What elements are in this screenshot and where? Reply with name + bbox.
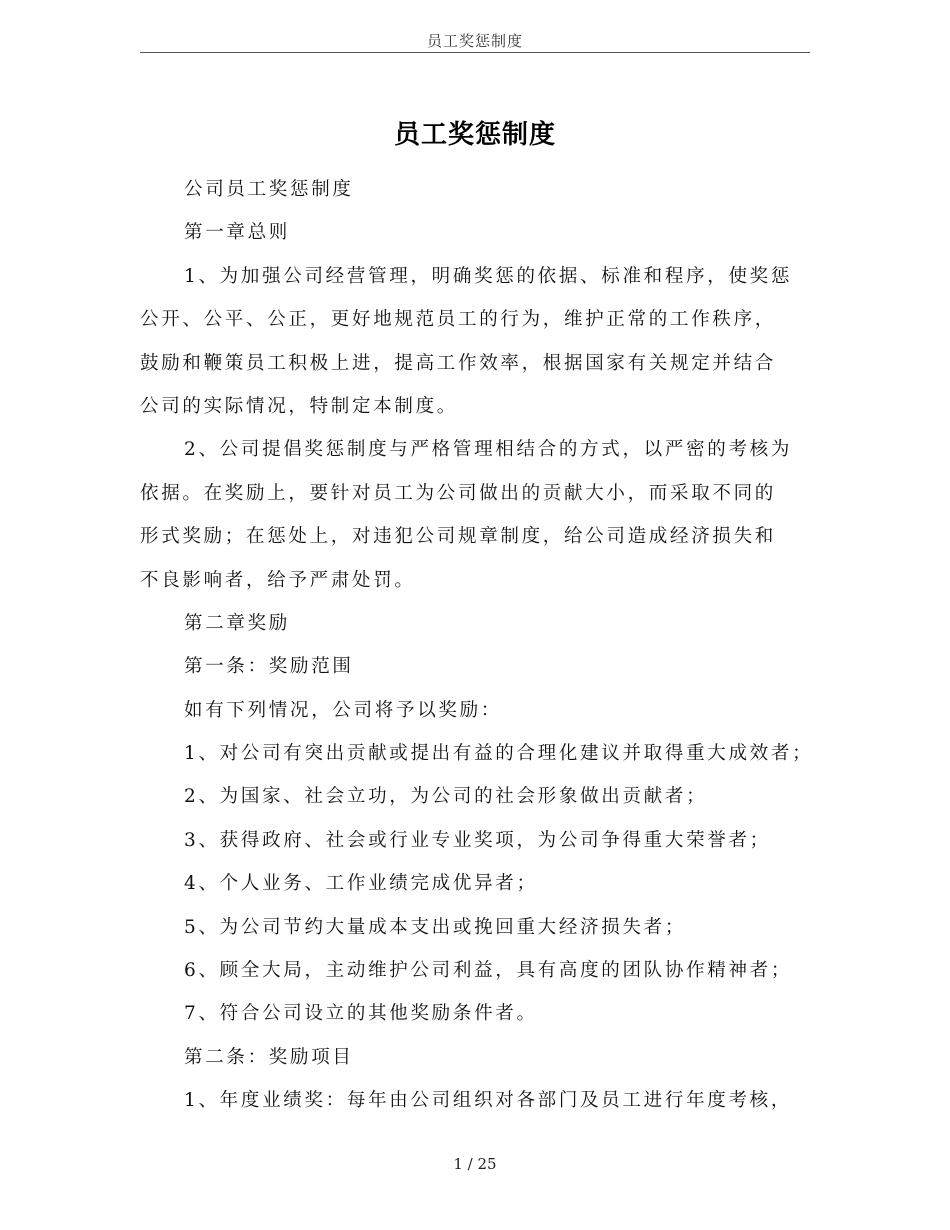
list-item: 6、顾全大局，主动维护公司利益，具有高度的团队协作精神者； (184, 960, 793, 982)
paragraph-line: 1、为加强公司经营管理，明确奖惩的依据、标准和程序，使奖惩 (184, 265, 793, 287)
list-item: 7、符合公司设立的其他奖励条件者。 (184, 1003, 538, 1025)
document-body (140, 168, 820, 1123)
chapter-heading: 第二章奖励 (184, 612, 291, 634)
page-number: 1 / 25 (453, 1155, 497, 1173)
paragraph-line: 公司的实际情况，特制定本制度。 (140, 395, 459, 417)
paragraph-line: 形式奖励；在惩处上，对违犯公司规章制度，给公司造成经济损失和 (140, 526, 777, 548)
article-heading: 第二条：奖励项目 (184, 1046, 354, 1068)
list-item: 5、为公司节约大量成本支出或挽回重大经济损失者； (184, 916, 687, 938)
list-item: 1、对公司有突出贡献或提出有益的合理化建议并取得重大成效者； (184, 743, 814, 765)
article-heading: 第一条：奖励范围 (184, 656, 354, 678)
list-item: 1、年度业绩奖：每年由公司组织对各部门及员工进行年度考核， (184, 1090, 793, 1112)
paragraph-line: 依据。在奖励上，要针对员工为公司做出的贡献大小，而采取不同的 (140, 482, 777, 504)
document-title: 员工奖惩制度 (393, 120, 556, 150)
chapter-heading: 第一章总则 (184, 222, 291, 244)
paragraph-line: 如有下列情况，公司将予以奖励： (184, 699, 503, 721)
list-item: 2、为国家、社会立功，为公司的社会形象做出贡献者； (184, 786, 708, 808)
paragraph-line: 不良影响者，给予严肃处罚。 (140, 569, 416, 591)
header-rule (140, 52, 810, 53)
list-item: 4、个人业务、工作业绩完成优异者； (184, 873, 538, 895)
paragraph-line: 2、公司提倡奖惩制度与严格管理相结合的方式，以严密的考核为 (184, 439, 793, 461)
paragraph-line: 公开、公平、公正，更好地规范员工的行为，维护正常的工作秩序， (140, 309, 777, 331)
list-item: 3、获得政府、社会或行业专业奖项，为公司争得重大荣誉者； (184, 829, 771, 851)
paragraph-line: 鼓励和鞭策员工积极上进，提高工作效率，根据国家有关规定并结合 (140, 352, 777, 374)
subtitle-line: 公司员工奖惩制度 (184, 179, 354, 200)
running-header: 员工奖惩制度 (426, 32, 523, 50)
